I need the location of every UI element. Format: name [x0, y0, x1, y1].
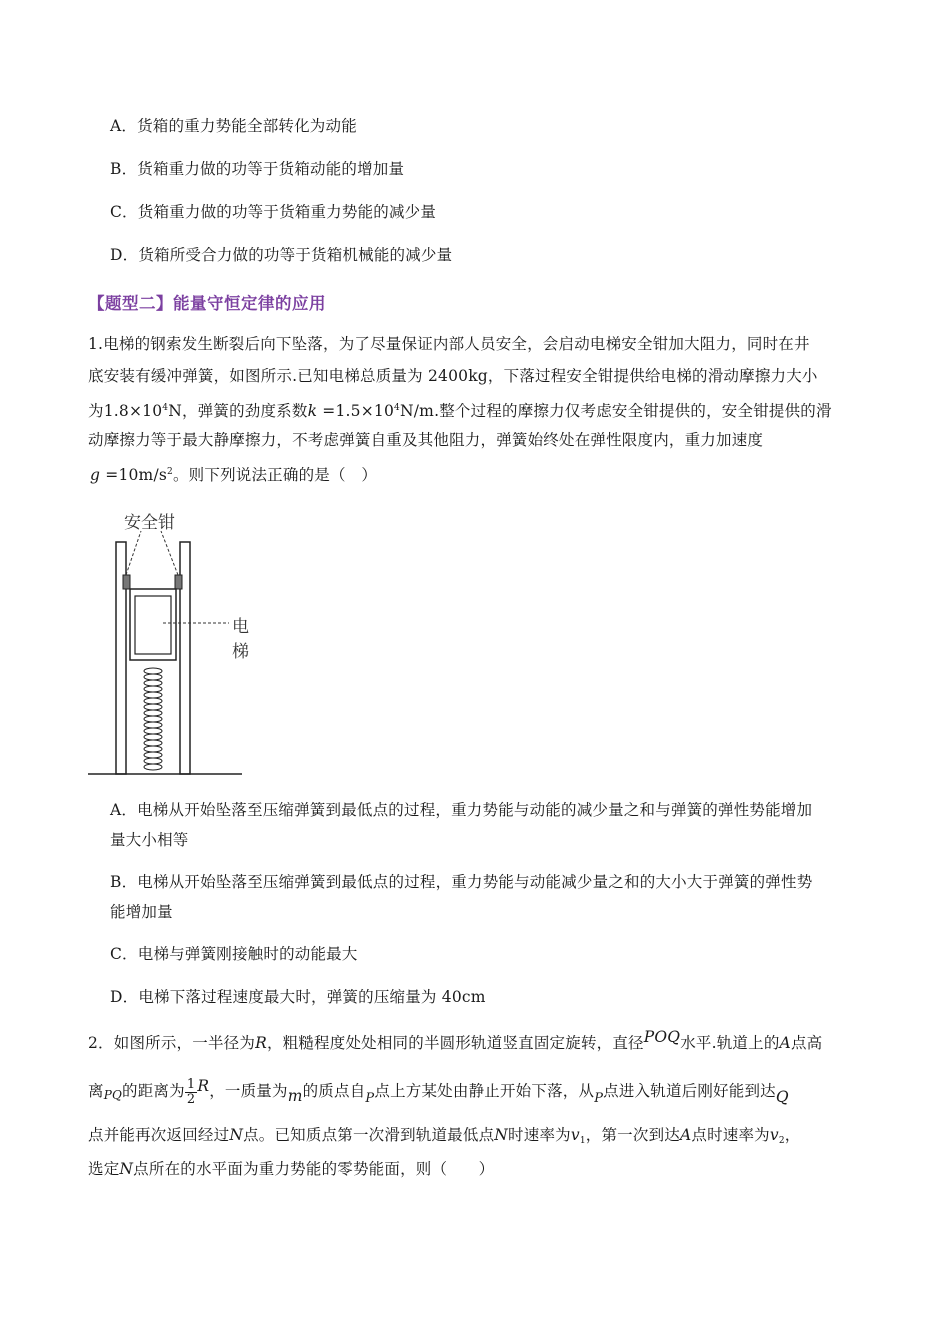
text-run: 的质点自 [302, 1082, 366, 1100]
q2-line-4 [88, 1159, 494, 1179]
q1-option-b [110, 872, 812, 892]
q1-line-5 [90, 462, 377, 485]
math-symbol-n: N [119, 1160, 134, 1178]
option-text: 货箱的重力势能全部转化为动能 [137, 117, 357, 135]
q1-option-d [110, 987, 486, 1007]
text-run: 水平.轨道上的 [680, 1034, 780, 1052]
option-text: 货箱所受合力做的功等于货箱机械能的减少量 [138, 246, 453, 264]
left-clamp [123, 575, 130, 589]
math-symbol-k: k [307, 402, 318, 420]
text-run: 点进入轨道后刚好能到达 [603, 1082, 776, 1100]
math-symbol-p: P [594, 1091, 604, 1106]
option-text: 电梯下落过程速度最大时，弹簧的压缩量为 40cm [138, 988, 486, 1006]
text-run: 时速率为 [508, 1126, 571, 1144]
math-symbol-r: R [255, 1034, 267, 1052]
option-letter: C． [110, 203, 138, 221]
text-run: 点所在的水平面为重力势能的零势能面，则（ ） [133, 1160, 495, 1178]
exponent: 2 [167, 467, 173, 477]
q1-line-4: 动摩擦力等于最大静摩擦力，不考虑弹簧自重及其他阻力，弹簧始终处在弹性限度内，重力加速度 [88, 431, 764, 449]
fraction-numerator: 1 [186, 1076, 196, 1092]
option-text: 货箱重力做的功等于货箱重力势能的减少量 [137, 203, 437, 221]
text-run: 选定 [88, 1160, 120, 1178]
option-letter: D． [110, 246, 139, 264]
math-symbol-v: v [769, 1126, 779, 1144]
q1-option-c [110, 944, 358, 964]
elevator-diagram [86, 505, 256, 780]
math-symbol-r: R [197, 1077, 210, 1095]
option-letter: B． [110, 160, 138, 178]
text-run: N/m.整个过程的摩擦力仅考虑安全钳提供的，安全钳提供的滑 [399, 402, 832, 420]
math-symbol-n: N [494, 1126, 509, 1144]
q1-line-2: 底安装有缓冲弹簧，如图所示.已知电梯总质量为 2400kg，下落过程安全钳提供给电梯的滑动摩擦力大小 [88, 367, 818, 385]
text-run: 点并能再次返回经过 [88, 1126, 230, 1144]
option-c [110, 202, 436, 222]
clamp-label: 安全钳 [124, 513, 175, 533]
q1-line-1: 1.电梯的钢索发生断裂后向下坠落，为了尽量保证内部人员安全，会启动电梯安全钳加大阻力，同时在井 [88, 335, 810, 353]
elevator-label: 电梯 [232, 617, 249, 662]
math-symbol-a: A [679, 1126, 692, 1144]
text-run: ， [784, 1126, 801, 1144]
q1-option-a [110, 800, 812, 820]
option-text: 电梯从开始坠落至压缩弹簧到最低点的过程，重力势能与动能减少量之和的大小大于弹簧的弹性势 [137, 873, 813, 891]
q1-option-a-cont: 量大小相等 [110, 831, 189, 849]
fraction-denominator: 2 [186, 1091, 196, 1107]
math-symbol-v: v [570, 1126, 580, 1144]
math-symbol-q: Q [775, 1088, 789, 1106]
q2-line-3 [88, 1125, 801, 1151]
option-letter: C． [110, 945, 138, 963]
right-clamp [175, 575, 182, 589]
elevator-car-outer [130, 589, 176, 660]
gravity-value: =10m/s [100, 466, 168, 484]
fraction-one-half [185, 1078, 197, 1107]
text-run: 点时速率为 [691, 1126, 770, 1144]
text-run: ，粗糙程度处处相同的半圆形轨道竖直固定旋转，直径 [266, 1034, 644, 1052]
option-a [110, 116, 357, 136]
q1-option-b-cont: 能增加量 [110, 903, 173, 921]
text-run: 。则下列说法正确的是（ ） [172, 466, 378, 484]
elevator-figure [86, 505, 256, 780]
option-text: 电梯与弹簧刚接触时的动能最大 [137, 945, 358, 963]
q2-line-2 [88, 1076, 789, 1108]
section-heading: 【题型二】能量守恒定律的应用 [88, 294, 326, 313]
subscript: 2 [778, 1136, 785, 1146]
math-symbol-a: A [779, 1034, 791, 1052]
math-symbol-pq: PQ [103, 1088, 123, 1102]
option-letter: B． [110, 873, 138, 891]
option-b [110, 159, 404, 179]
buffer-spring [144, 668, 162, 770]
text-run: 的距离为 [122, 1082, 185, 1100]
option-text: 电梯从开始坠落至压缩弹簧到最低点的过程，重力势能与动能的减少量之和与弹簧的弹性势能增加 [137, 801, 813, 819]
option-text: 货箱重力做的功等于货箱动能的增加量 [137, 160, 405, 178]
math-symbol-g: g [90, 466, 101, 484]
option-letter: D． [110, 988, 139, 1006]
option-letter: A． [110, 801, 138, 819]
q2-line-1 [88, 1028, 823, 1053]
text-run: 点。已知质点第一次滑到轨道最低点 [243, 1126, 495, 1144]
subscript: 1 [579, 1136, 586, 1146]
text-run: 点上方某处由静止开始下落，从 [374, 1082, 595, 1100]
option-letter: A． [110, 117, 138, 135]
exponent: 4 [394, 403, 400, 413]
clamp-pointer-right [161, 531, 178, 575]
math-symbol-n: N [229, 1126, 244, 1144]
text-run: ，第一次到达 [585, 1126, 680, 1144]
q1-friction-value: 为1.8×10 [88, 402, 163, 420]
text-run: 点高 [790, 1034, 823, 1052]
clamp-pointer-left [126, 531, 141, 575]
text-run: 2．如图所示，一半径为 [88, 1034, 256, 1052]
exponent: 4 [162, 403, 169, 413]
math-symbol-p: P [365, 1091, 375, 1106]
option-d [110, 245, 452, 265]
text-run: 离 [88, 1082, 104, 1100]
q1-spring-constant: =1.5×10 [317, 402, 395, 420]
text-run: N，弹簧的劲度系数 [168, 402, 308, 420]
elevator-car-inner [135, 596, 171, 654]
math-symbol-m: m [287, 1087, 303, 1105]
math-symbol-poq: POQ [643, 1028, 681, 1046]
text-run: ，一质量为 [209, 1082, 288, 1100]
q1-line-3 [88, 398, 832, 421]
